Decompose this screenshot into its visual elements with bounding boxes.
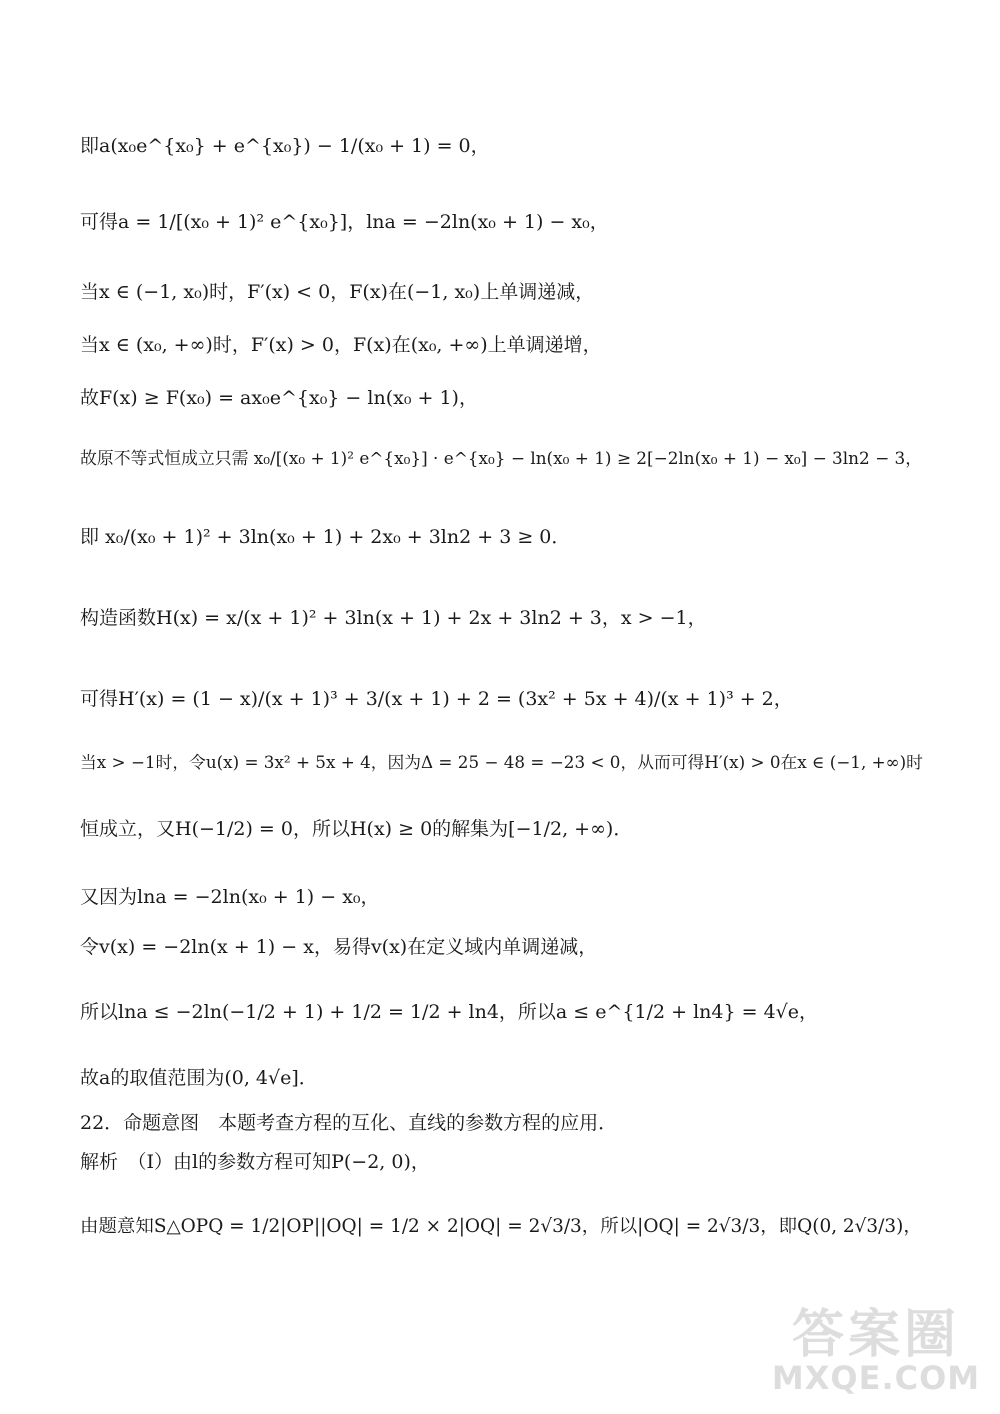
line-text: 又因为lna = −2ln(x₀ + 1) − x₀，	[80, 886, 380, 908]
text-line	[80, 752, 940, 774]
text-line	[80, 333, 940, 358]
line-text: 当x > −1时，令u(x) = 3x² + 5x + 4，因为Δ = 25 − 48 = −23 < 0，从而可得H′(x) > 0在x ∈ (−1, +∞)时	[80, 752, 923, 772]
line-text: 可得H′(x) = (1 − x)/(x + 1)³ + 3/(x + 1) + 2 = (3x² + 5x + 4)/(x + 1)³ + 2，	[80, 688, 793, 710]
line-text: 令v(x) = −2ln(x + 1) − x，易得v(x)在定义域内单调递减，	[80, 936, 598, 958]
text-line	[80, 687, 940, 712]
line-text: 22．命题意图 本题考查方程的互化、直线的参数方程的应用．	[80, 1112, 618, 1134]
line-text: 即a(x₀e^{x₀} + e^{x₀}) − 1/(x₀ + 1) = 0，	[80, 135, 490, 157]
text-line	[80, 885, 940, 910]
text-line	[80, 1150, 940, 1175]
text-line	[80, 210, 940, 235]
text-line	[80, 1111, 940, 1136]
line-text: 可得a = 1/[(x₀ + 1)² e^{x₀}]，lna = −2ln(x₀ + 1) − x₀，	[80, 211, 609, 233]
watermark-logo	[766, 1298, 986, 1408]
text-line	[80, 525, 940, 550]
text-line	[80, 1215, 940, 1239]
text-line	[80, 386, 940, 411]
line-text: 故原不等式恒成立只需 x₀/[(x₀ + 1)² e^{x₀}] · e^{x₀} − ln(x₀ + 1) ≥ 2[−2ln(x₀ + 1) − x₀] − 3ln2 − 3，	[80, 448, 923, 468]
watermark-url: MXQE.COM	[771, 1359, 981, 1398]
text-line	[80, 1000, 940, 1025]
line-text: 所以lna ≤ −2ln(−1/2 + 1) + 1/2 = 1/2 + ln4，所以a ≤ e^{1/2 + ln4} = 4√e，	[80, 1001, 819, 1023]
text-line	[80, 1066, 940, 1091]
text-line	[80, 134, 940, 159]
watermark-title: 答案圈	[791, 1305, 960, 1366]
text-line	[80, 448, 940, 470]
line-text: 即 x₀/(x₀ + 1)² + 3ln(x₀ + 1) + 2x₀ + 3ln2 + 3 ≥ 0．	[80, 526, 571, 548]
line-text: 故a的取值范围为(0, 4√e]．	[80, 1067, 318, 1089]
line-text: 当x ∈ (−1, x₀)时，F′(x) < 0，F(x)在(−1, x₀)上单调递减，	[80, 281, 595, 303]
line-text: 构造函数H(x) = x/(x + 1)² + 3ln(x + 1) + 2x + 3ln2 + 3，x > −1，	[80, 607, 707, 629]
line-text: 故F(x) ≥ F(x₀) = ax₀e^{x₀} − ln(x₀ + 1)，	[80, 387, 478, 409]
line-text: 由题意知S△OPQ = 1/2|OP||OQ| = 1/2 × 2|OQ| = 2√3/3，所以|OQ| = 2√3/3，即Q(0, 2√3/3)，	[80, 1216, 922, 1237]
text-line	[80, 935, 940, 960]
line-text: 当x ∈ (x₀, +∞)时，F′(x) > 0，F(x)在(x₀, +∞)上单调递增，	[80, 334, 602, 356]
text-line	[80, 817, 940, 842]
text-line	[80, 606, 940, 631]
line-text: 解析 （Ⅰ）由l的参数方程可知P(−2, 0)，	[80, 1151, 430, 1173]
text-line	[80, 280, 940, 305]
line-text: 恒成立，又H(−1/2) = 0，所以H(x) ≥ 0的解集为[−1/2, +∞)．	[80, 818, 633, 840]
